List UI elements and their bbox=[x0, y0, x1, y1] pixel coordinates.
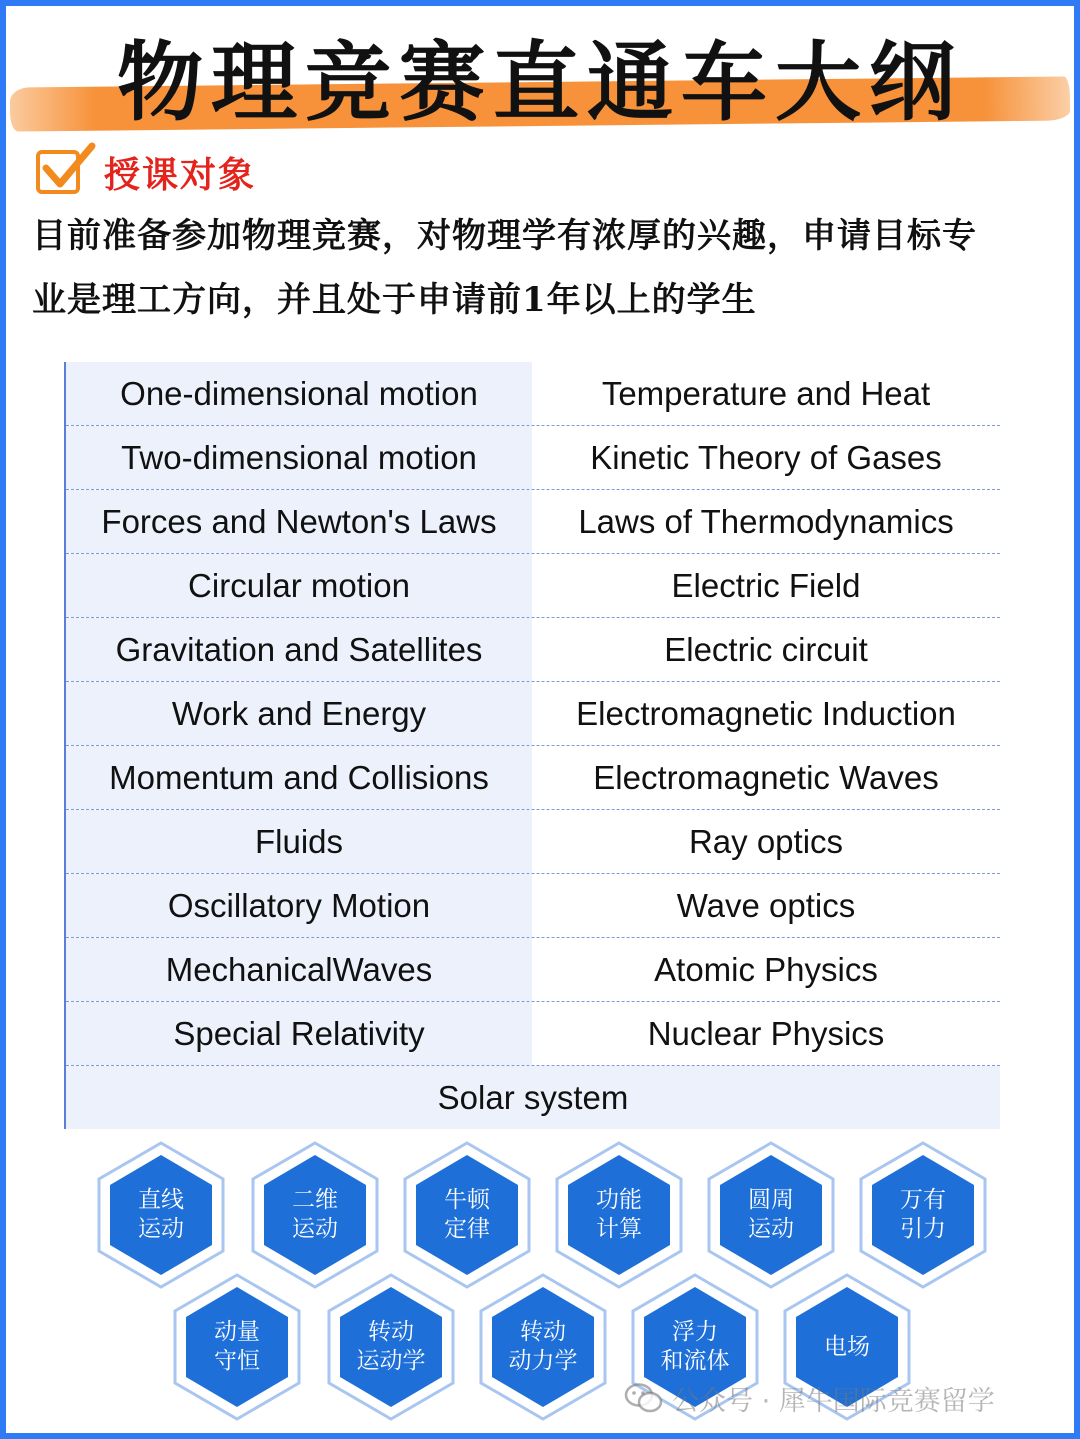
topic-cell: Circular motion bbox=[66, 554, 532, 617]
page-title: 物理竞赛直通车大纲 bbox=[117, 33, 963, 133]
topic-table bbox=[64, 362, 1000, 1129]
topic-cell: Atomic Physics bbox=[532, 938, 1000, 1001]
table-row bbox=[66, 938, 1000, 1002]
table-row bbox=[66, 554, 1000, 618]
hexagon-badge bbox=[554, 1140, 684, 1290]
hex-line: 功能 bbox=[596, 1187, 642, 1213]
topic-cell: Wave optics bbox=[532, 874, 1000, 937]
hex-line: 转动 bbox=[368, 1319, 414, 1345]
topic-cell: One-dimensional motion bbox=[66, 362, 532, 425]
table-row bbox=[66, 746, 1000, 810]
hex-line: 和流体 bbox=[660, 1348, 730, 1374]
hex-line: 电场 bbox=[824, 1333, 870, 1360]
hex-line: 运动 bbox=[138, 1216, 184, 1242]
topic-cell: Electric Field bbox=[532, 554, 1000, 617]
hex-line: 牛顿 bbox=[444, 1187, 490, 1213]
hexagon-badge bbox=[326, 1272, 456, 1422]
table-row bbox=[66, 490, 1000, 554]
audience-header bbox=[36, 144, 256, 200]
watermark-text: 公众号 · 犀牛国际竞赛留学 bbox=[672, 1385, 995, 1417]
topic-cell: Work and Energy bbox=[66, 682, 532, 745]
hex-line: 守恒 bbox=[214, 1348, 260, 1374]
table-row bbox=[66, 618, 1000, 682]
topic-cell-full: Solar system bbox=[66, 1066, 1000, 1129]
title-banner bbox=[0, 20, 1080, 140]
topic-cell: Electromagnetic Waves bbox=[532, 746, 1000, 809]
hex-line: 动力学 bbox=[508, 1348, 578, 1374]
topic-cell: Electric circuit bbox=[532, 618, 1000, 681]
checkbox-icon bbox=[36, 150, 80, 194]
audience-line-1: 目前准备参加物理竞赛，对物理学有浓厚的兴趣，申请目标专 bbox=[32, 216, 977, 256]
audience-label: 授课对象 bbox=[104, 153, 257, 196]
hexagon-badge bbox=[250, 1140, 380, 1290]
topic-cell: Laws of Thermodynamics bbox=[532, 490, 1000, 553]
hex-line: 运动 bbox=[292, 1216, 338, 1242]
hex-line: 运动 bbox=[748, 1216, 794, 1242]
topic-cell: Forces and Newton's Laws bbox=[66, 490, 532, 553]
topic-cell: Two-dimensional motion bbox=[66, 426, 532, 489]
topic-cell: Special Relativity bbox=[66, 1002, 532, 1065]
topic-cell: Electromagnetic Induction bbox=[532, 682, 1000, 745]
table-row bbox=[66, 682, 1000, 746]
table-row bbox=[66, 1066, 1000, 1129]
watermark bbox=[624, 1378, 995, 1418]
topic-cell: MechanicalWaves bbox=[66, 938, 532, 1001]
hexagon-badge bbox=[478, 1272, 608, 1422]
table-row bbox=[66, 874, 1000, 938]
hex-line: 圆周 bbox=[748, 1187, 794, 1213]
hexagon-badge bbox=[706, 1140, 836, 1290]
hex-line: 万有 bbox=[900, 1187, 946, 1213]
topic-cell: Nuclear Physics bbox=[532, 1002, 1000, 1065]
wechat-icon bbox=[624, 1382, 664, 1414]
audience-line-2: 业是理工方向，并且处于申请前1年以上的学生 bbox=[32, 280, 757, 320]
topic-cell: Momentum and Collisions bbox=[66, 746, 532, 809]
hex-line: 运动学 bbox=[356, 1348, 426, 1374]
topic-cell: Fluids bbox=[66, 810, 532, 873]
hexagon-badge bbox=[402, 1140, 532, 1290]
hex-line: 动量 bbox=[214, 1319, 260, 1345]
hexagon-badge bbox=[172, 1272, 302, 1422]
hex-line: 转动 bbox=[520, 1319, 566, 1345]
hex-line: 定律 bbox=[444, 1216, 490, 1242]
hexagon-badge bbox=[96, 1140, 226, 1290]
hex-line: 引力 bbox=[900, 1216, 946, 1242]
topic-cell: Ray optics bbox=[532, 810, 1000, 873]
table-row bbox=[66, 362, 1000, 426]
table-row bbox=[66, 1002, 1000, 1066]
hex-line: 计算 bbox=[596, 1216, 642, 1242]
topic-cell: Temperature and Heat bbox=[532, 362, 1000, 425]
topic-cell: Gravitation and Satellites bbox=[66, 618, 532, 681]
hexagon-badge bbox=[858, 1140, 988, 1290]
table-row bbox=[66, 426, 1000, 490]
audience-description bbox=[32, 204, 1052, 332]
hex-line: 二维 bbox=[292, 1187, 338, 1213]
hex-line: 浮力 bbox=[672, 1319, 718, 1345]
topic-cell: Oscillatory Motion bbox=[66, 874, 532, 937]
topic-cell: Kinetic Theory of Gases bbox=[532, 426, 1000, 489]
hex-line: 直线 bbox=[138, 1187, 184, 1213]
table-row bbox=[66, 810, 1000, 874]
